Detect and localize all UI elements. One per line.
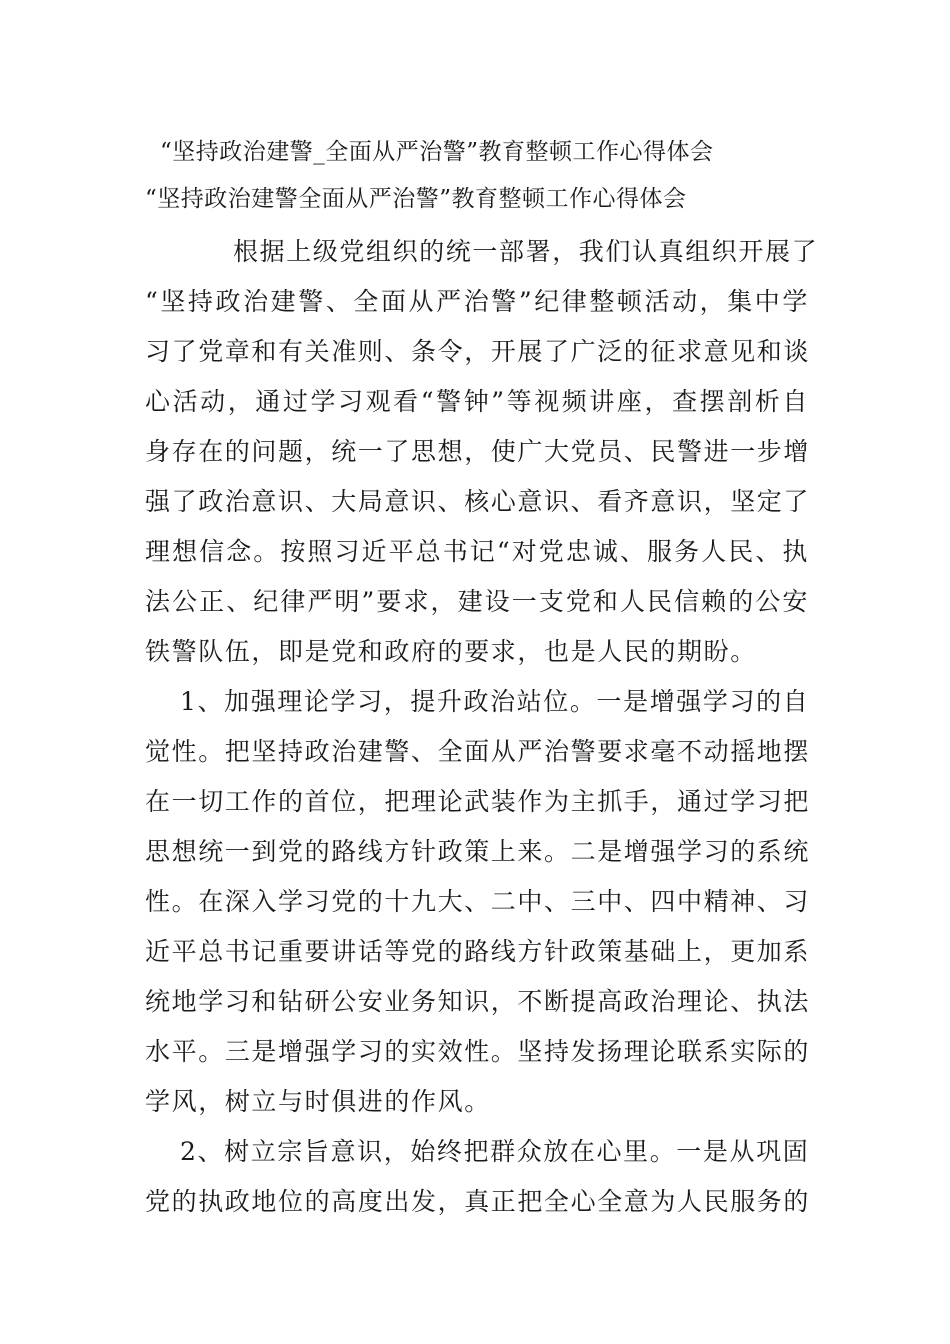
paragraph-line: 身存在的问题，统一了思想，使广大党员、民警进一步增: [145, 437, 811, 466]
paragraph-line: 习了党章和有关准则、条令，开展了广泛的征求意见和谈: [145, 337, 811, 366]
paragraph-line: 近平总书记重要讲话等党的路线方针政策基础上，更加系: [145, 937, 811, 966]
paragraph-line: 在一切工作的首位，把理论武装作为主抓手，通过学习把: [145, 787, 811, 816]
paragraph-line: 1、加强理论学习，提升政治站位。一是增强学习的自: [180, 687, 810, 716]
document-subtitle: “坚持政治建警全面从严治警”教育整顿工作心得体会: [145, 186, 687, 212]
paragraph-line: 学风，树立与时俱进的作风。: [145, 1087, 491, 1116]
paragraph-line: 理想信念。按照习近平总书记“对党忠诚、服务人民、执: [145, 537, 809, 566]
paragraph-line: 铁警队伍，即是党和政府的要求，也是人民的期盼。: [145, 637, 757, 666]
paragraph-line: 水平。三是增强学习的实效性。坚持发扬理论联系实际的: [145, 1037, 811, 1066]
document-title: “坚持政治建警_全面从严治警”教育整顿工作心得体会: [160, 139, 714, 165]
paragraph-line: 性。在深入学习党的十九大、二中、三中、四中精神、习: [145, 887, 811, 916]
paragraph-line: 党的执政地位的高度出发，真正把全心全意为人民服务的: [145, 1187, 811, 1216]
paragraph-line: 强了政治意识、大局意识、核心意识、看齐意识，坚定了: [145, 487, 811, 516]
paragraph-line: 心活动，通过学习观看“警钟”等视频讲座，查摆剖析自: [145, 387, 809, 416]
paragraph-line: 统地学习和钻研公安业务知识，不断提高政治理论、执法: [145, 987, 811, 1016]
paragraph-line: 根据上级党组织的统一部署，我们认真组织开展了: [233, 237, 819, 266]
paragraph-line: 法公正、纪律严明”要求，建设一支党和人民信赖的公安: [145, 587, 809, 616]
paragraph-line: 2、树立宗旨意识，始终把群众放在心里。一是从巩固: [180, 1137, 810, 1166]
paragraph-line: 觉性。把坚持政治建警、全面从严治警要求毫不动摇地摆: [145, 737, 811, 766]
paragraph-line: 思想统一到党的路线方针政策上来。二是增强学习的系统: [145, 837, 811, 866]
paragraph-line: “坚持政治建警、全面从严治警”纪律整顿活动，集中学: [145, 287, 809, 316]
